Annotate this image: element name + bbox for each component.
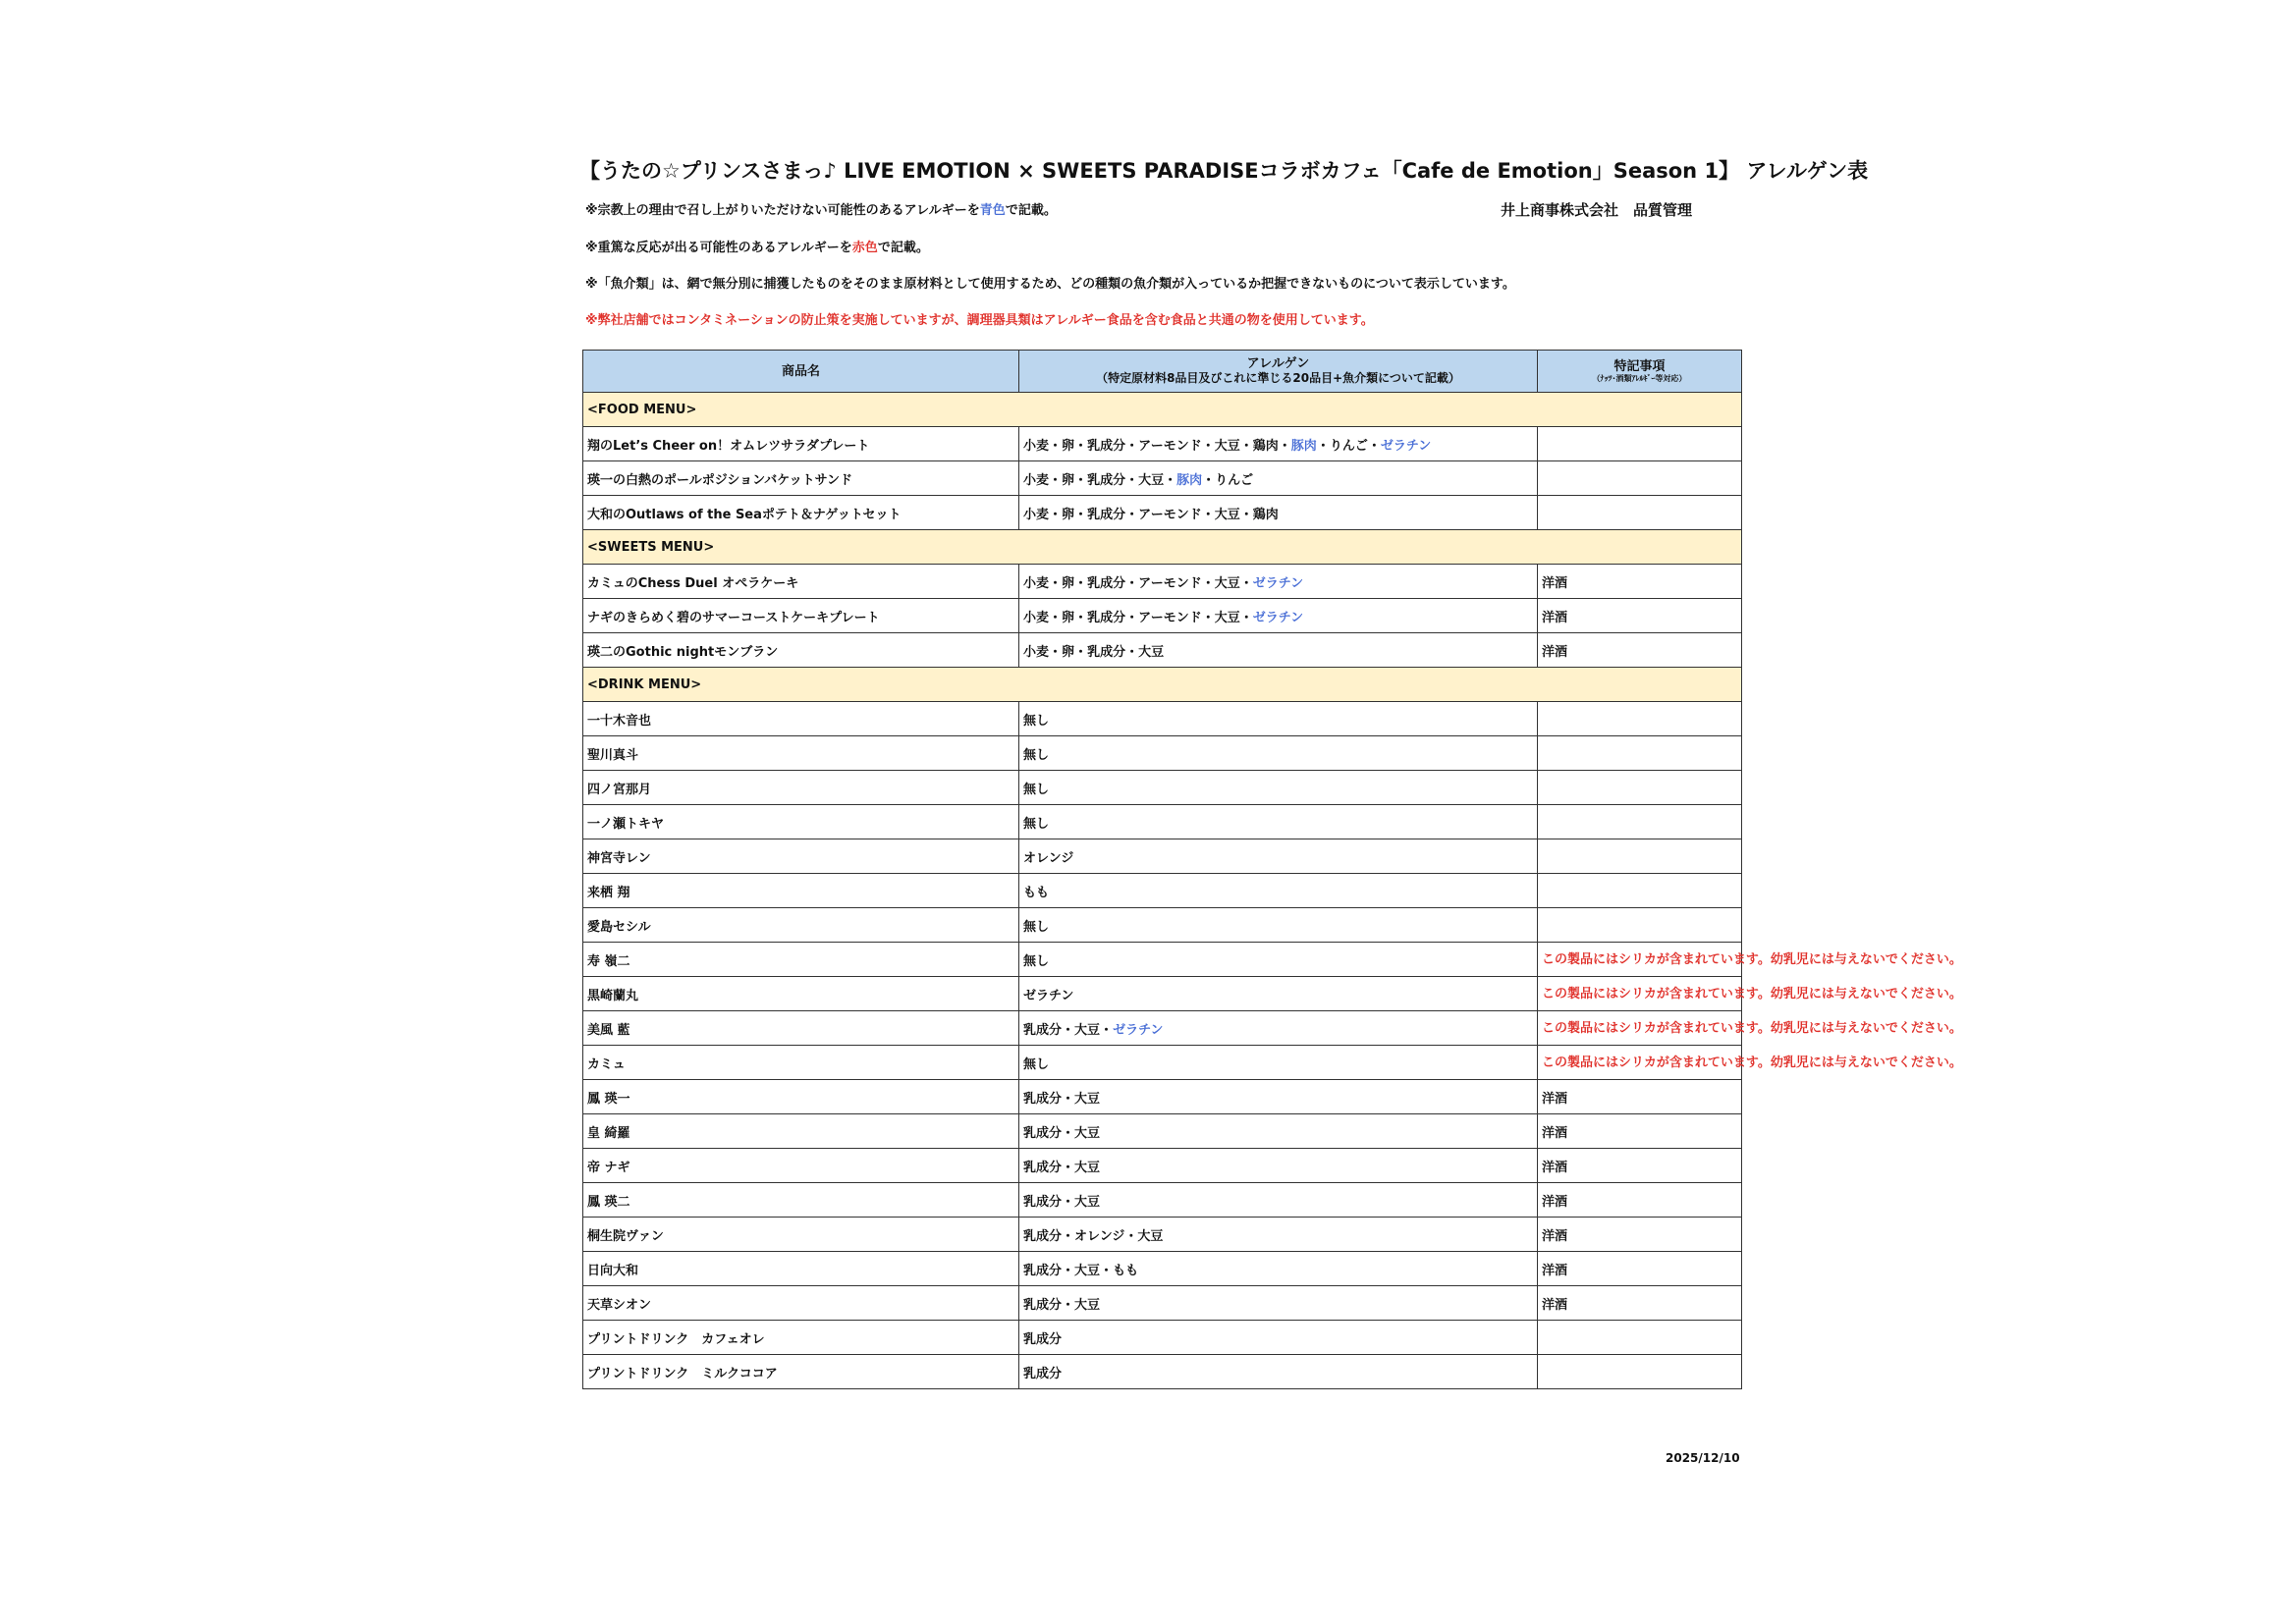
item-name: 神宮寺レン (583, 839, 1019, 874)
allergen-item: 豚肉 (1176, 472, 1203, 488)
item-name: 天草シオン (583, 1286, 1019, 1321)
allergen-separator: ・ (1125, 472, 1139, 488)
allergen-item: 大豆 (1074, 1297, 1101, 1313)
allergen-item: 無し (1023, 1056, 1050, 1072)
item-allergens (1019, 427, 1538, 461)
allergen-separator: ・ (1164, 472, 1177, 488)
allergen-separator: ・ (1125, 610, 1139, 625)
item-name: 日向大和 (583, 1252, 1019, 1286)
item-allergens (1019, 1114, 1538, 1149)
item-remarks (1538, 461, 1742, 496)
allergen-item: 乳成分 (1023, 1331, 1063, 1347)
note-religious (585, 199, 1057, 218)
allergen-item: 小麦 (1023, 438, 1050, 454)
item-remarks (1538, 805, 1742, 839)
item-remarks: 洋酒 (1538, 1080, 1742, 1114)
item-name: 鳳 瑛一 (583, 1080, 1019, 1114)
item-name: 大和のOutlaws of the Seaポテト＆ナゲットセット (583, 496, 1019, 530)
table-row (583, 805, 1742, 839)
item-remarks: 洋酒 (1538, 1114, 1742, 1149)
table-row (583, 839, 1742, 874)
allergen-item: ゼラチン (1252, 575, 1304, 591)
header-allergen (1019, 351, 1538, 393)
allergen-item: もも (1113, 1263, 1139, 1278)
allergen-item: アーモンド (1138, 507, 1202, 522)
item-remarks: 洋酒 (1538, 565, 1742, 599)
item-name: ナギのきらめく碧のサマーコーストケーキプレート (583, 599, 1019, 633)
note-severe (585, 237, 929, 255)
item-name: 一十木音也 (583, 702, 1019, 736)
allergen-item: 乳成分 (1023, 1125, 1063, 1141)
allergen-separator: ・ (1125, 438, 1139, 454)
allergen-item: 無し (1023, 747, 1050, 763)
allergen-item: 大豆 (1074, 1160, 1101, 1175)
table-row (583, 1011, 1742, 1046)
allergen-separator: ・ (1201, 507, 1215, 522)
item-allergens (1019, 633, 1538, 668)
item-remarks: 洋酒 (1538, 599, 1742, 633)
item-remarks (1538, 874, 1742, 908)
item-remarks: 洋酒 (1538, 1252, 1742, 1286)
allergen-separator: ・ (1062, 1297, 1075, 1313)
allergen-separator: ・ (1049, 644, 1063, 660)
table-row (583, 1046, 1742, 1080)
allergen-item: 乳成分 (1023, 1091, 1063, 1107)
allergen-item: りんご (1329, 438, 1368, 454)
allergen-separator: ・ (1100, 1263, 1114, 1278)
allergen-separator: ・ (1100, 1022, 1114, 1038)
allergen-separator: ・ (1125, 575, 1139, 591)
allergen-item: 乳成分 (1023, 1263, 1063, 1278)
allergen-item: 大豆 (1137, 1228, 1164, 1244)
note-religious-pre: ※宗教上の理由で召し上がりいただけない可能性のあるアレルギーを (585, 203, 980, 218)
item-name: カミュ (583, 1046, 1019, 1080)
table-row (583, 1149, 1742, 1183)
item-name: 一ノ瀬トキヤ (583, 805, 1019, 839)
allergen-item: 卵 (1062, 644, 1075, 660)
allergen-item: 乳成分 (1087, 644, 1126, 660)
note-religious-color: 青色 (979, 203, 1006, 218)
allergen-item: 鶏肉 (1252, 438, 1279, 454)
allergen-separator: ・ (1062, 1022, 1075, 1038)
header-remarks-sub: （ﾅｯﾂ･酒類ｱﾚﾙｷﾞｰ等対応） (1592, 373, 1687, 383)
allergen-separator: ・ (1239, 610, 1253, 625)
header-remarks (1538, 351, 1742, 393)
allergen-item: オレンジ (1074, 1228, 1125, 1244)
item-allergens (1019, 771, 1538, 805)
section-label: <DRINK MENU> (583, 668, 1742, 702)
item-allergens (1019, 1183, 1538, 1218)
table-row (583, 1080, 1742, 1114)
table-row (583, 1114, 1742, 1149)
allergen-item: 大豆 (1138, 644, 1165, 660)
item-allergens (1019, 565, 1538, 599)
allergen-item: 大豆 (1214, 507, 1240, 522)
allergen-item: 大豆 (1074, 1194, 1101, 1210)
item-remarks: この製品にはシリカが含まれています。幼乳児には与えないでください。 (1538, 977, 1742, 1011)
table-row (583, 736, 1742, 771)
item-allergens (1019, 1252, 1538, 1286)
item-name: 寿 嶺二 (583, 943, 1019, 977)
section-row (583, 668, 1742, 702)
item-name: 黒崎蘭丸 (583, 977, 1019, 1011)
item-name: プリントドリンク ミルクココア (583, 1355, 1019, 1389)
allergen-separator: ・ (1049, 472, 1063, 488)
allergen-separator: ・ (1049, 575, 1063, 591)
allergen-item: 無し (1023, 919, 1050, 935)
allergen-item: 乳成分 (1087, 507, 1126, 522)
allergen-separator: ・ (1062, 1125, 1075, 1141)
item-remarks: この製品にはシリカが含まれています。幼乳児には与えないでください。 (1538, 1011, 1742, 1046)
item-remarks (1538, 496, 1742, 530)
allergen-item: 小麦 (1023, 472, 1050, 488)
allergen-separator: ・ (1074, 610, 1088, 625)
allergen-separator: ・ (1125, 507, 1139, 522)
table-row (583, 496, 1742, 530)
allergen-separator: ・ (1074, 575, 1088, 591)
allergen-item: 乳成分 (1023, 1160, 1063, 1175)
table-row (583, 633, 1742, 668)
table-row (583, 1355, 1742, 1389)
table-row (583, 565, 1742, 599)
item-name: 桐生院ヴァン (583, 1218, 1019, 1252)
allergen-separator: ・ (1049, 507, 1063, 522)
item-remarks (1538, 839, 1742, 874)
allergen-item: 大豆 (1074, 1022, 1101, 1038)
allergen-separator: ・ (1062, 1160, 1075, 1175)
item-allergens (1019, 839, 1538, 874)
item-allergens (1019, 496, 1538, 530)
allergen-separator: ・ (1062, 1263, 1075, 1278)
item-remarks (1538, 1321, 1742, 1355)
table-row (583, 1286, 1742, 1321)
allergen-item: アーモンド (1138, 610, 1202, 625)
table-row (583, 1218, 1742, 1252)
section-row (583, 393, 1742, 427)
allergen-separator: ・ (1074, 644, 1088, 660)
allergen-item: 小麦 (1023, 644, 1050, 660)
item-remarks (1538, 427, 1742, 461)
allergen-item: 大豆 (1074, 1091, 1101, 1107)
allergen-item: ゼラチン (1023, 988, 1074, 1003)
allergen-item: 無し (1023, 953, 1050, 969)
table-row (583, 1183, 1742, 1218)
item-remarks: 洋酒 (1538, 1149, 1742, 1183)
table-row (583, 1321, 1742, 1355)
item-remarks: 洋酒 (1538, 633, 1742, 668)
table-header-row (583, 351, 1742, 393)
allergen-separator: ・ (1239, 575, 1253, 591)
item-allergens (1019, 874, 1538, 908)
section-label: <SWEETS MENU> (583, 530, 1742, 565)
item-remarks (1538, 771, 1742, 805)
item-name: プリントドリンク カフェオレ (583, 1321, 1019, 1355)
allergen-separator: ・ (1049, 438, 1063, 454)
allergen-item: 乳成分 (1087, 472, 1126, 488)
item-allergens (1019, 1080, 1538, 1114)
item-allergens (1019, 908, 1538, 943)
item-remarks (1538, 702, 1742, 736)
allergen-separator: ・ (1062, 1228, 1075, 1244)
header-allergen-sub: （特定原材料8品目及びこれに準じる20品目+魚介類について記載） (1096, 371, 1460, 385)
page-title: 【うたの☆プリンスさまっ♪ LIVE EMOTION × SWEETS PARADISEコラボカフェ「Cafe de Emotion」Season 1】 アレルゲン表 (579, 159, 1869, 183)
item-remarks: 洋酒 (1538, 1218, 1742, 1252)
item-allergens (1019, 1355, 1538, 1389)
allergen-item: 大豆 (1214, 438, 1240, 454)
allergen-table (582, 350, 1962, 1389)
table-row (583, 427, 1742, 461)
item-allergens (1019, 805, 1538, 839)
item-allergens (1019, 736, 1538, 771)
item-name: 四ノ宮那月 (583, 771, 1019, 805)
header-remarks-title: 特記事項 (1613, 358, 1666, 374)
section-label: <FOOD MENU> (583, 393, 1742, 427)
document-date: 2025/12/10 (1666, 1451, 1740, 1465)
allergen-item: 卵 (1062, 575, 1075, 591)
item-allergens (1019, 1046, 1538, 1080)
table-row (583, 461, 1742, 496)
item-remarks (1538, 908, 1742, 943)
item-allergens (1019, 1286, 1538, 1321)
allergen-item: 卵 (1062, 472, 1075, 488)
item-name: 瑛一の白熱のポールポジションバケットサンド (583, 461, 1019, 496)
item-allergens (1019, 1149, 1538, 1183)
allergen-item: 乳成分 (1023, 1297, 1063, 1313)
allergen-separator: ・ (1239, 507, 1253, 522)
allergen-item: 乳成分 (1023, 1366, 1063, 1381)
allergen-item: 卵 (1062, 610, 1075, 625)
allergen-item: 大豆 (1074, 1125, 1101, 1141)
allergen-item: 卵 (1062, 438, 1075, 454)
company-name: 井上商事株式会社 品質管理 (1501, 201, 1693, 219)
allergen-separator: ・ (1201, 610, 1215, 625)
item-name: 翔のLet’s Cheer on！オムレツサラダプレート (583, 427, 1019, 461)
item-remarks (1538, 736, 1742, 771)
allergen-separator: ・ (1124, 1228, 1138, 1244)
item-name: 皇 綺羅 (583, 1114, 1019, 1149)
section-row (583, 530, 1742, 565)
item-name: 帝 ナギ (583, 1149, 1019, 1183)
allergen-separator: ・ (1239, 438, 1253, 454)
table-row (583, 771, 1742, 805)
allergen-item: 小麦 (1023, 575, 1050, 591)
table-row (583, 1252, 1742, 1286)
item-allergens (1019, 943, 1538, 977)
allergen-separator: ・ (1125, 644, 1139, 660)
allergen-item: 小麦 (1023, 507, 1050, 522)
allergen-item: 乳成分 (1023, 1228, 1063, 1244)
allergen-item: 大豆 (1214, 610, 1240, 625)
item-allergens (1019, 1011, 1538, 1046)
allergen-separator: ・ (1074, 438, 1088, 454)
allergen-item: 乳成分 (1023, 1194, 1063, 1210)
item-remarks (1538, 1355, 1742, 1389)
allergen-item: 乳成分 (1023, 1022, 1063, 1038)
note-severe-pre: ※重篤な反応が出る可能性のあるアレルギーを (585, 241, 852, 255)
allergen-separator: ・ (1202, 472, 1216, 488)
table-row (583, 943, 1742, 977)
allergen-item: 無し (1023, 816, 1050, 832)
allergen-separator: ・ (1367, 438, 1381, 454)
table-row (583, 874, 1742, 908)
allergen-item: 大豆 (1138, 472, 1165, 488)
item-name: 愛島セシル (583, 908, 1019, 943)
item-remarks: 洋酒 (1538, 1183, 1742, 1218)
allergen-separator: ・ (1062, 1194, 1075, 1210)
table-body (583, 393, 1962, 1389)
note-severe-color: 赤色 (851, 241, 878, 255)
item-allergens (1019, 461, 1538, 496)
allergen-separator: ・ (1062, 1091, 1075, 1107)
item-remarks: この製品にはシリカが含まれています。幼乳児には与えないでください。 (1538, 1046, 1742, 1080)
item-allergens (1019, 1218, 1538, 1252)
allergen-item: 無し (1023, 713, 1050, 729)
allergen-separator: ・ (1074, 507, 1088, 522)
allergen-item: アーモンド (1138, 438, 1202, 454)
item-name: 聖川真斗 (583, 736, 1019, 771)
table-row (583, 702, 1742, 736)
allergen-separator: ・ (1049, 610, 1063, 625)
allergen-item: りんご (1215, 472, 1254, 488)
allergen-item: 小麦 (1023, 610, 1050, 625)
item-allergens (1019, 599, 1538, 633)
allergen-item: 乳成分 (1087, 438, 1126, 454)
table-row (583, 908, 1742, 943)
allergen-separator: ・ (1316, 438, 1330, 454)
allergen-item: 卵 (1062, 507, 1075, 522)
note-religious-post: で記載。 (1005, 203, 1057, 218)
table-row (583, 977, 1742, 1011)
item-name: 美風 藍 (583, 1011, 1019, 1046)
allergen-item: 乳成分 (1087, 610, 1126, 625)
allergen-item: 乳成分 (1087, 575, 1126, 591)
allergen-item: ゼラチン (1113, 1022, 1164, 1038)
item-allergens (1019, 977, 1538, 1011)
allergen-separator: ・ (1278, 438, 1291, 454)
allergen-item: 大豆 (1214, 575, 1240, 591)
item-name: 鳳 瑛二 (583, 1183, 1019, 1218)
allergen-separator: ・ (1201, 575, 1215, 591)
allergen-separator: ・ (1201, 438, 1215, 454)
header-name: 商品名 (583, 351, 1019, 393)
allergen-item: オレンジ (1023, 850, 1074, 866)
note-seafood: ※「魚介類」は、網で無分別に捕獲したものをそのまま原材料として使用するため、どの種類の魚介類が入っているか把握できないものについて表示しています。 (585, 277, 1515, 292)
item-name: カミュのChess Duel オペラケーキ (583, 565, 1019, 599)
allergen-item: 豚肉 (1290, 438, 1317, 454)
allergen-item: もも (1023, 885, 1050, 900)
allergen-item: ゼラチン (1252, 610, 1304, 625)
header-allergen-title: アレルゲン (1246, 356, 1310, 371)
note-contamination: ※弊社店舗ではコンタミネーションの防止策を実施していますが、調理器具類はアレルギー食品を含む食品と共通の物を使用しています。 (585, 313, 1374, 328)
allergen-item: ゼラチン (1380, 438, 1432, 454)
item-remarks: この製品にはシリカが含まれています。幼乳児には与えないでください。 (1538, 943, 1742, 977)
allergen-item: 大豆 (1074, 1263, 1101, 1278)
allergen-item: アーモンド (1138, 575, 1202, 591)
item-remarks: 洋酒 (1538, 1286, 1742, 1321)
table-row (583, 599, 1742, 633)
item-name: 瑛二のGothic nightモンブラン (583, 633, 1019, 668)
allergen-item: 無し (1023, 782, 1050, 797)
item-name: 来栖 翔 (583, 874, 1019, 908)
item-allergens (1019, 702, 1538, 736)
allergen-separator: ・ (1074, 472, 1088, 488)
note-severe-post: で記載。 (877, 241, 929, 255)
allergen-item: 鶏肉 (1252, 507, 1279, 522)
item-allergens (1019, 1321, 1538, 1355)
